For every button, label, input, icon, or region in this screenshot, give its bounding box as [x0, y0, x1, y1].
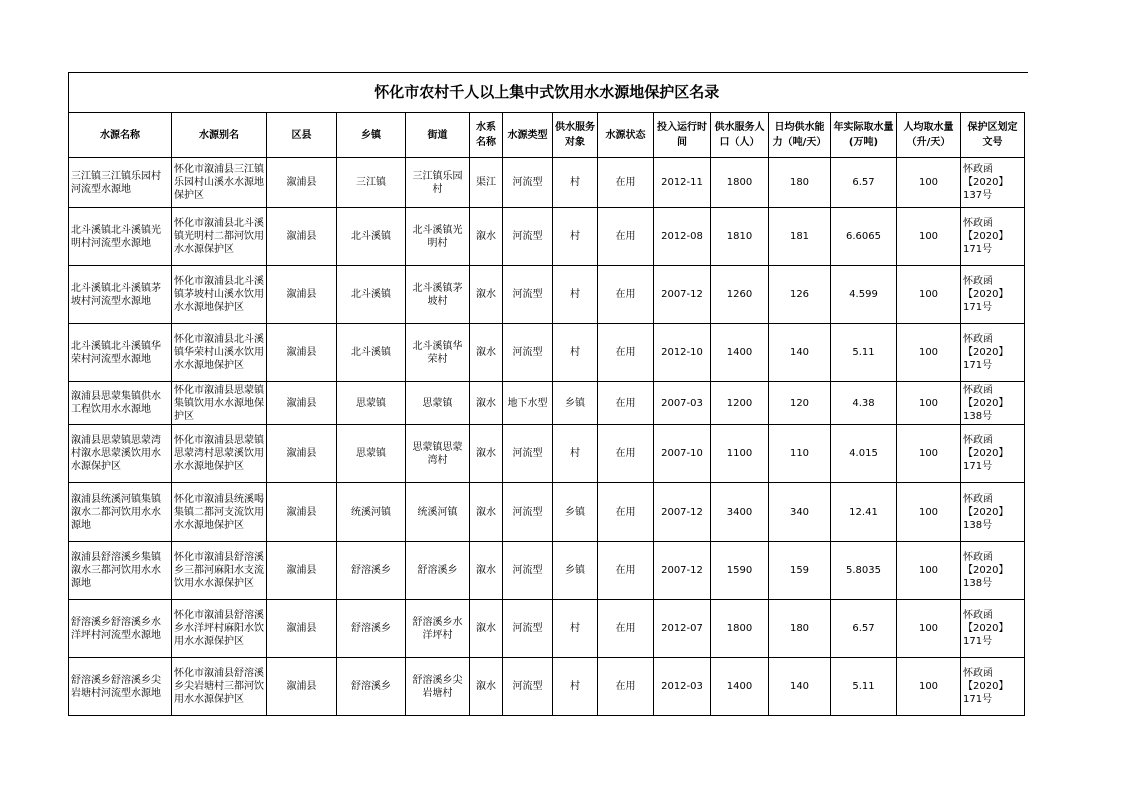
table-cell: 村 — [553, 425, 598, 483]
table-cell: 怀政函【2020】171号 — [961, 600, 1025, 658]
table-cell: 溆水 — [470, 208, 503, 266]
table-cell: 180 — [769, 158, 831, 208]
table-row — [69, 158, 1025, 208]
table-cell: 在用 — [598, 600, 654, 658]
table-cell: 2012-07 — [654, 600, 711, 658]
table-cell: 2012-03 — [654, 658, 711, 716]
header-cell: 供水服务对象 — [553, 113, 598, 158]
table-cell: 180 — [769, 600, 831, 658]
table-cell: 怀政函【2020】171号 — [961, 324, 1025, 382]
table-cell: 河流型 — [503, 158, 553, 208]
table-cell: 溆浦县 — [267, 542, 337, 600]
table-cell: 在用 — [598, 324, 654, 382]
table-cell: 2007-03 — [654, 382, 711, 425]
table-cell: 1800 — [711, 158, 769, 208]
table-cell: 溆浦县 — [267, 158, 337, 208]
header-cell: 水系名称 — [470, 113, 503, 158]
table-cell: 12.41 — [831, 483, 897, 542]
table-cell: 北斗溪镇北斗溪镇茅坡村河流型水源地 — [69, 266, 172, 324]
table-cell: 溆浦县 — [267, 483, 337, 542]
table-cell: 乡镇 — [553, 542, 598, 600]
table-cell: 乡镇 — [553, 382, 598, 425]
header-cell: 水源别名 — [172, 113, 267, 158]
header-cell: 供水服务人口（人） — [711, 113, 769, 158]
table-cell: 溆水 — [470, 542, 503, 600]
table-cell: 地下水型 — [503, 382, 553, 425]
table-cell: 2007-12 — [654, 483, 711, 542]
table-cell: 舒溶溪乡 — [406, 542, 470, 600]
table-cell: 1400 — [711, 324, 769, 382]
table-cell: 河流型 — [503, 483, 553, 542]
table-cell: 河流型 — [503, 542, 553, 600]
table-cell: 100 — [897, 658, 961, 716]
table-cell: 181 — [769, 208, 831, 266]
table-cell: 4.38 — [831, 382, 897, 425]
spreadsheet — [68, 72, 1025, 716]
table-cell: 溆水 — [470, 266, 503, 324]
table-cell: 3400 — [711, 483, 769, 542]
table-cell: 怀化市溆浦县舒溶溪乡水洋坪村麻阳水饮用水水源保护区 — [172, 600, 267, 658]
table-cell: 北斗溪镇华荣村 — [406, 324, 470, 382]
table-cell: 100 — [897, 266, 961, 324]
table-cell: 溆水 — [470, 425, 503, 483]
table-cell: 乡镇 — [553, 483, 598, 542]
table-cell: 溆水 — [470, 483, 503, 542]
table-cell: 5.8035 — [831, 542, 897, 600]
table-cell: 5.11 — [831, 324, 897, 382]
table-cell: 100 — [897, 600, 961, 658]
table-cell: 溆浦县 — [267, 266, 337, 324]
table-cell: 村 — [553, 266, 598, 324]
table-cell: 村 — [553, 158, 598, 208]
table-cell: 北斗溪镇茅坡村 — [406, 266, 470, 324]
table-cell: 6.6065 — [831, 208, 897, 266]
table-cell: 100 — [897, 425, 961, 483]
table-cell: 溆浦县思蒙镇思蒙湾村溆水思蒙溪饮用水水源保护区 — [69, 425, 172, 483]
table-cell: 溆浦县思蒙集镇供水工程饮用水水源地 — [69, 382, 172, 425]
table-cell: 河流型 — [503, 324, 553, 382]
table-cell: 在用 — [598, 425, 654, 483]
table-cell: 河流型 — [503, 425, 553, 483]
table-cell: 在用 — [598, 483, 654, 542]
table-cell: 溆浦县 — [267, 425, 337, 483]
table-cell: 思蒙镇 — [406, 382, 470, 425]
table-cell: 舒溶溪乡 — [337, 600, 406, 658]
table-cell: 村 — [553, 600, 598, 658]
table-cell: 北斗溪镇北斗溪镇华荣村河流型水源地 — [69, 324, 172, 382]
table-cell: 思蒙镇 — [337, 425, 406, 483]
table-cell: 怀化市溆浦县北斗溪镇光明村二都河饮用水水源保护区 — [172, 208, 267, 266]
table-cell: 159 — [769, 542, 831, 600]
table-cell: 溆浦县舒溶溪乡集镇溆水三都河饮用水水源地 — [69, 542, 172, 600]
table-cell: 河流型 — [503, 600, 553, 658]
table-cell: 北斗溪镇 — [337, 266, 406, 324]
table-row — [69, 600, 1025, 658]
table-cell: 140 — [769, 324, 831, 382]
table-cell: 2012-08 — [654, 208, 711, 266]
table-cell: 舒溶溪乡水洋坪村 — [406, 600, 470, 658]
table-cell: 1400 — [711, 658, 769, 716]
table-cell: 溆浦县统溪河镇集镇溆水二都河饮用水水源地 — [69, 483, 172, 542]
table-cell: 溆水 — [470, 600, 503, 658]
table-cell: 怀化市溆浦县舒溶溪乡三都河麻阳水支流饮用水水源保护区 — [172, 542, 267, 600]
header-cell: 水源名称 — [69, 113, 172, 158]
page-title: 怀化市农村千人以上集中式饮用水水源地保护区名录 — [69, 72, 1025, 113]
table-cell: 溆浦县 — [267, 658, 337, 716]
table-cell: 2012-10 — [654, 324, 711, 382]
table-cell: 怀政函【2020】171号 — [961, 266, 1025, 324]
header-cell: 年实际取水量(万吨) — [831, 113, 897, 158]
table-cell: 统溪河镇 — [406, 483, 470, 542]
table-cell: 怀化市溆浦县统溪喝集镇二都河支流饮用水水源地保护区 — [172, 483, 267, 542]
table-cell: 怀政函【2020】171号 — [961, 208, 1025, 266]
table-cell: 在用 — [598, 266, 654, 324]
table-cell: 6.57 — [831, 158, 897, 208]
table-cell: 溆水 — [470, 382, 503, 425]
header-row — [69, 113, 1025, 158]
table-cell: 舒溶溪乡 — [337, 658, 406, 716]
table-cell: 怀政函【2020】137号 — [961, 158, 1025, 208]
table-cell: 在用 — [598, 382, 654, 425]
table-cell: 渠江 — [470, 158, 503, 208]
table-cell: 怀化市溆浦县思蒙镇集镇饮用水水源地保护区 — [172, 382, 267, 425]
table-cell: 河流型 — [503, 208, 553, 266]
table-cell: 2007-10 — [654, 425, 711, 483]
table-cell: 1800 — [711, 600, 769, 658]
table-cell: 河流型 — [503, 658, 553, 716]
table-cell: 怀政函【2020】171号 — [961, 658, 1025, 716]
table-cell: 100 — [897, 382, 961, 425]
table-cell: 村 — [553, 208, 598, 266]
table-cell: 110 — [769, 425, 831, 483]
table-cell: 舒溶溪乡舒溶溪乡尖岩塘村河流型水源地 — [69, 658, 172, 716]
table-cell: 1590 — [711, 542, 769, 600]
table-cell: 120 — [769, 382, 831, 425]
table-cell: 100 — [897, 483, 961, 542]
table-row — [69, 382, 1025, 425]
header-cell: 保护区划定文号 — [961, 113, 1025, 158]
table-cell: 思蒙镇 — [337, 382, 406, 425]
table-cell: 溆浦县 — [267, 208, 337, 266]
table-cell: 在用 — [598, 158, 654, 208]
table-cell: 北斗溪镇光明村 — [406, 208, 470, 266]
table-cell: 三江镇三江镇乐园村河流型水源地 — [69, 158, 172, 208]
table-cell: 4.599 — [831, 266, 897, 324]
table-cell: 溆浦县 — [267, 324, 337, 382]
table-cell: 怀化市溆浦县三江镇乐园村山溪水水源地保护区 — [172, 158, 267, 208]
table-cell: 4.015 — [831, 425, 897, 483]
table-cell: 统溪河镇 — [337, 483, 406, 542]
table-cell: 在用 — [598, 658, 654, 716]
header-cell: 街道 — [406, 113, 470, 158]
table-cell: 100 — [897, 324, 961, 382]
table-cell: 思蒙镇思蒙湾村 — [406, 425, 470, 483]
table-cell: 北斗溪镇北斗溪镇光明村河流型水源地 — [69, 208, 172, 266]
table-cell: 怀化市溆浦县思蒙镇思蒙湾村思蒙溪饮用水水源地保护区 — [172, 425, 267, 483]
table-cell: 在用 — [598, 542, 654, 600]
table-cell: 100 — [897, 208, 961, 266]
table-cell: 340 — [769, 483, 831, 542]
table-cell: 怀政函【2020】138号 — [961, 382, 1025, 425]
table-cell: 5.11 — [831, 658, 897, 716]
table-cell: 河流型 — [503, 266, 553, 324]
table-cell: 1810 — [711, 208, 769, 266]
table-cell: 怀政函【2020】138号 — [961, 483, 1025, 542]
header-cell: 水源类型 — [503, 113, 553, 158]
table-cell: 溆水 — [470, 658, 503, 716]
table-cell: 三江镇 — [337, 158, 406, 208]
table-cell: 北斗溪镇 — [337, 324, 406, 382]
header-cell: 水源状态 — [598, 113, 654, 158]
table-cell: 1260 — [711, 266, 769, 324]
table-row — [69, 425, 1025, 483]
table-cell: 2007-12 — [654, 266, 711, 324]
table-row — [69, 266, 1025, 324]
table-row — [69, 542, 1025, 600]
table-cell: 怀政函【2020】138号 — [961, 542, 1025, 600]
table-cell: 在用 — [598, 208, 654, 266]
table-cell: 北斗溪镇 — [337, 208, 406, 266]
table-cell: 怀化市溆浦县北斗溪镇茅坡村山溪水饮用水水源地保护区 — [172, 266, 267, 324]
table-cell: 126 — [769, 266, 831, 324]
table-cell: 100 — [897, 158, 961, 208]
table-cell: 100 — [897, 542, 961, 600]
table-cell: 舒溶溪乡 — [337, 542, 406, 600]
table-cell: 溆浦县 — [267, 600, 337, 658]
table-cell: 三江镇乐园村 — [406, 158, 470, 208]
table-row — [69, 658, 1025, 716]
table-row — [69, 483, 1025, 542]
water-source-table — [68, 72, 1025, 716]
table-row — [69, 324, 1025, 382]
table-cell: 1200 — [711, 382, 769, 425]
header-cell: 投入运行时间 — [654, 113, 711, 158]
header-cell: 日均供水能力（吨/天） — [769, 113, 831, 158]
table-cell: 舒溶溪乡舒溶溪乡水洋坪村河流型水源地 — [69, 600, 172, 658]
table-cell: 溆浦县 — [267, 382, 337, 425]
table-cell: 怀化市溆浦县北斗溪镇华荣村山溪水饮用水水源地保护区 — [172, 324, 267, 382]
table-cell: 2012-11 — [654, 158, 711, 208]
header-cell: 区县 — [267, 113, 337, 158]
table-row — [69, 208, 1025, 266]
header-cell: 乡镇 — [337, 113, 406, 158]
table-cell: 2007-12 — [654, 542, 711, 600]
table-cell: 140 — [769, 658, 831, 716]
table-cell: 6.57 — [831, 600, 897, 658]
header-cell: 人均取水量（升/天） — [897, 113, 961, 158]
table-cell: 怀政函【2020】171号 — [961, 425, 1025, 483]
table-cell: 村 — [553, 658, 598, 716]
table-cell: 1100 — [711, 425, 769, 483]
table-cell: 舒溶溪乡尖岩塘村 — [406, 658, 470, 716]
table-cell: 怀化市溆浦县舒溶溪乡尖岩塘村三都河饮用水水源保护区 — [172, 658, 267, 716]
table-cell: 溆水 — [470, 324, 503, 382]
table-cell: 村 — [553, 324, 598, 382]
